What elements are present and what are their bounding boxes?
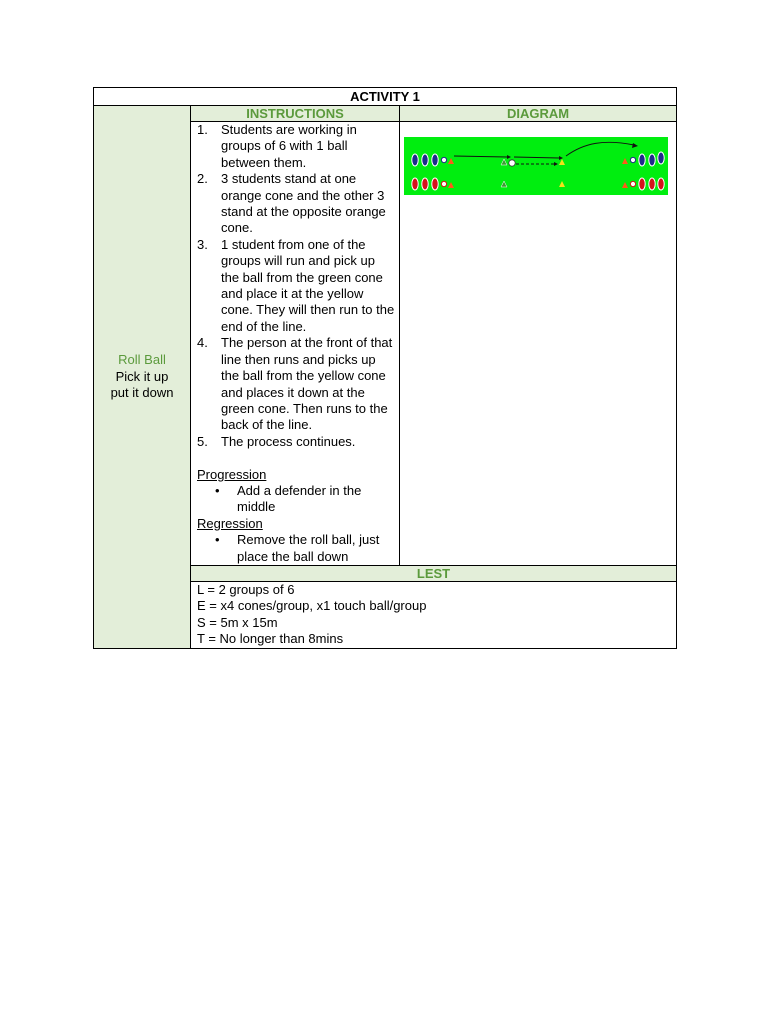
progression-list: [197, 483, 395, 516]
activity-subtitle-line-2: put it down: [110, 384, 174, 400]
activity-table: [93, 87, 677, 649]
regression-list: [197, 532, 395, 565]
activity-title: ACTIVITY 1: [94, 88, 677, 106]
ball-icon: [509, 160, 515, 166]
instruction-step: 1. Students are working in groups of 6 with 1 ball between them.: [197, 122, 357, 170]
diagram-header: DIAGRAM: [400, 106, 677, 122]
drill-diagram: [404, 137, 668, 195]
regression-item: • Remove the roll ball, just place the ball down: [215, 532, 380, 564]
instruction-step: 4. The person at the front of that line then runs and picks up the ball from the yellow cone and places it down at the green cone. Then runs to the back of the line.: [197, 335, 393, 433]
instructions-cell: [191, 122, 400, 566]
lest-header: LEST: [191, 565, 677, 581]
lest-line-s: S = 5m x 15m: [197, 614, 278, 630]
instruction-step: 5. The process continues.: [197, 433, 356, 449]
instructions-header: INSTRUCTIONS: [191, 106, 400, 122]
activity-name-cell: [94, 106, 191, 649]
progression-item: • Add a defender in the middle: [215, 482, 362, 515]
instruction-step: 3. 1 student from one of the groups will run and pick up the ball from the green cone and place it at the yellow cone. They will then run to the end of the line.: [197, 236, 395, 334]
regression-heading: Regression: [197, 515, 263, 531]
instruction-step: 2. 3 students stand at one orange cone and the other 3 stand at the opposite orange cone.: [197, 171, 386, 236]
lest-line-l: L = 2 groups of 6: [197, 581, 295, 597]
activity-name: Roll Ball: [118, 352, 166, 368]
diagram-cell: [400, 122, 677, 566]
progression-heading: Progression: [197, 466, 267, 482]
instruction-steps: [197, 122, 395, 450]
activity-subtitle-line-1: Pick it up: [115, 368, 169, 384]
lest-line-t: T = No longer than 8mins: [197, 631, 344, 647]
lest-cell: [191, 581, 677, 648]
lest-line-e: E = x4 cones/group, x1 touch ball/group: [197, 598, 427, 614]
